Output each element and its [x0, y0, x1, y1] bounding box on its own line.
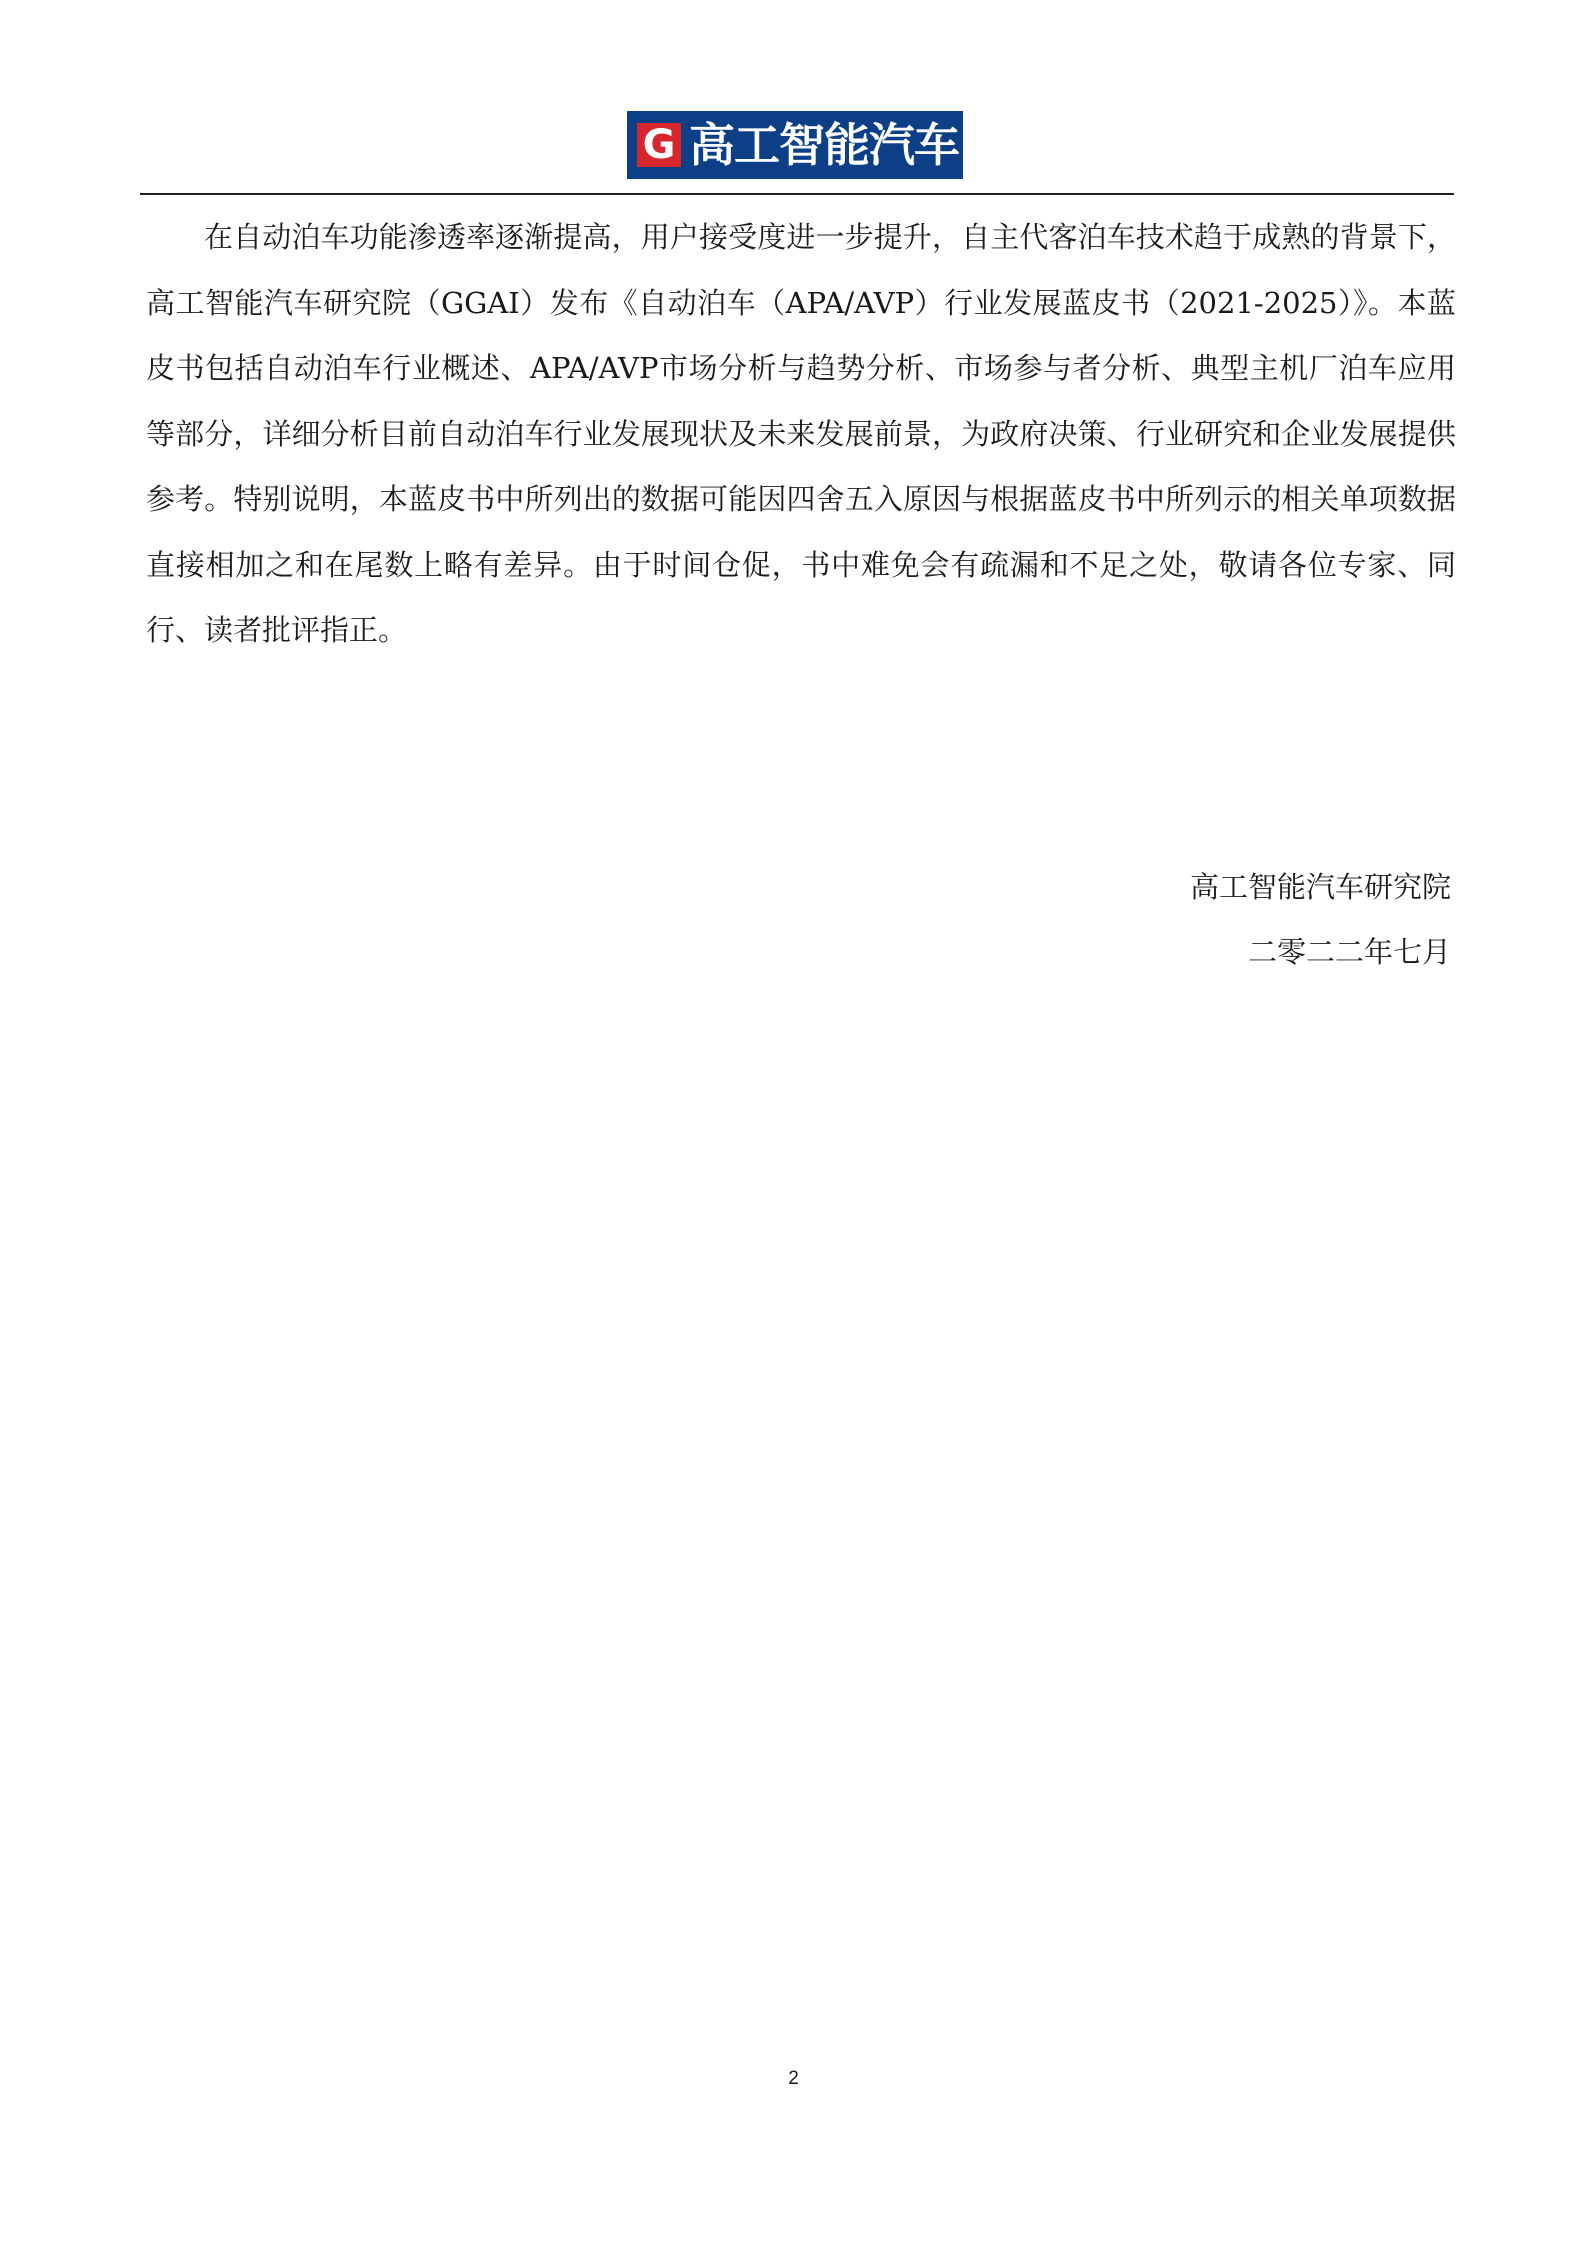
header-divider — [140, 193, 1454, 195]
signature-date: 二零二二年七月 — [1247, 935, 1451, 969]
page-number: 2 — [788, 2068, 799, 2089]
signature-block — [1190, 855, 1451, 985]
brand-logo — [627, 111, 963, 179]
signature-org: 高工智能汽车研究院 — [1189, 870, 1451, 904]
logo-mark-icon: G — [637, 123, 681, 167]
intro-paragraph: 在自动泊车功能渗透率逐渐提高，用户接受度进一步提升，自主代客泊车技术趋于成熟的背景下，高工智能汽车研究院（GGAI）发布《自动泊车（APA/AVP）行业发展蓝皮书（2021-2025）》。本蓝皮书包括自动泊车行业概述、APA/AVP市场分析与趋势分析、市场参与者分析、典型主机厂泊车应用等部分，详细分析目前自动泊车行业发展现状及未来发展前景，为政府决策、行业研究和企业发展提供参考。特别说明，本蓝皮书中所列出的数据可能因四舍五入原因与根据蓝皮书中所列示的相关单项数据直接相加之和在尾数上略有差异。由于时间仓促，书中难免会有疏漏和不足之处，敬请各位专家、同行、读者批评指正。 — [146, 220, 1456, 647]
logo-text: 高工智能汽车 — [689, 118, 959, 172]
